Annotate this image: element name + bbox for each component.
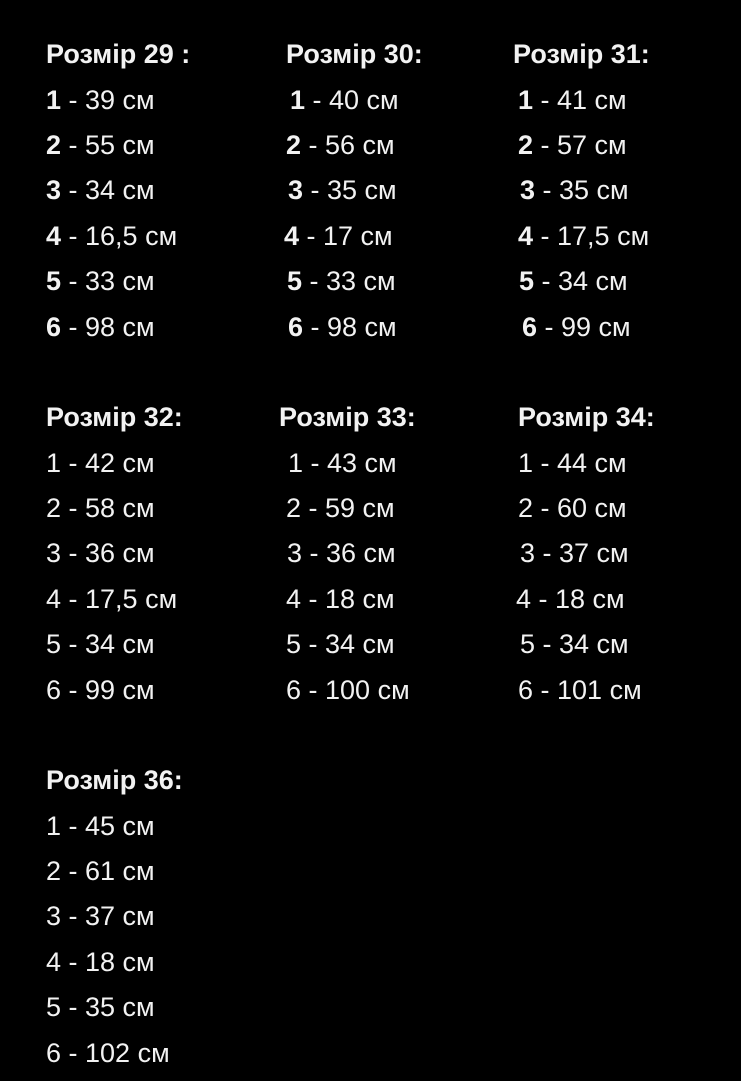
measure-row-4 (46, 949, 155, 976)
measure-value: - 100 см (301, 675, 410, 705)
measure-value: - 55 см (61, 130, 155, 160)
measure-number: 3 (520, 538, 536, 568)
measure-number: 3 (520, 175, 536, 205)
measure-value: - 41 см (533, 85, 627, 115)
measure-row-3 (287, 540, 396, 567)
measure-value: - 36 см (302, 538, 396, 568)
measure-value: - 45 см (61, 811, 155, 841)
measure-value: - 17 см (299, 221, 393, 251)
measure-number: 2 (46, 493, 62, 523)
measure-value: - 59 см (301, 493, 395, 523)
measure-row-3 (46, 540, 155, 567)
size-title: Розмір 34: (518, 402, 655, 432)
measure-number: 6 (286, 675, 302, 705)
measure-row-6 (518, 677, 642, 704)
measure-row-6 (46, 314, 155, 341)
measure-row-1 (288, 450, 397, 477)
measure-row-6 (522, 314, 631, 341)
measure-row-6 (46, 677, 155, 704)
measure-number: 6 (46, 1038, 62, 1068)
measure-number: 4 (46, 584, 62, 614)
measure-number: 3 (287, 538, 303, 568)
measure-value: - 17,5 см (61, 584, 178, 614)
measure-number: 3 (288, 175, 304, 205)
measure-number: 1 (46, 448, 62, 478)
measure-row-3 (46, 177, 155, 204)
measure-row-4 (46, 586, 177, 613)
measure-row-2 (46, 132, 155, 159)
size-title: Розмір 32: (46, 402, 183, 432)
measure-value: - 17,5 см (533, 221, 650, 251)
measure-value: - 16,5 см (61, 221, 178, 251)
measure-value: - 34 см (61, 175, 155, 205)
measure-value: - 18 см (61, 947, 155, 977)
size-title: Розмір 33: (279, 402, 416, 432)
measure-row-1 (46, 87, 155, 114)
measure-value: - 56 см (301, 130, 395, 160)
measure-value: - 61 см (61, 856, 155, 886)
size-title: Розмір 30: (286, 39, 423, 69)
measure-row-4 (46, 223, 177, 250)
measure-number: 4 (284, 221, 300, 251)
measure-number: 6 (46, 312, 62, 342)
measure-value: - 98 см (303, 312, 397, 342)
measure-row-2 (286, 132, 395, 159)
measure-row-4 (516, 586, 625, 613)
measure-row-4 (284, 223, 393, 250)
measure-row-1 (518, 87, 627, 114)
measure-row-1 (518, 450, 627, 477)
measure-number: 6 (522, 312, 538, 342)
measure-row-5 (46, 631, 155, 658)
measure-value: - 35 см (303, 175, 397, 205)
measure-number: 5 (519, 266, 535, 296)
measure-row-2 (518, 132, 627, 159)
measure-number: 5 (46, 629, 62, 659)
measure-row-1 (46, 450, 155, 477)
measure-value: - 18 см (301, 584, 395, 614)
measure-number: 6 (518, 675, 534, 705)
measure-number: 1 (518, 448, 534, 478)
measure-number: 4 (286, 584, 302, 614)
measure-value: - 34 см (301, 629, 395, 659)
measure-value: - 33 см (302, 266, 396, 296)
measure-number: 2 (46, 130, 62, 160)
measure-number: 4 (46, 221, 62, 251)
measure-row-5 (46, 268, 155, 295)
measure-row-3 (288, 177, 397, 204)
measure-value: - 99 см (61, 675, 155, 705)
measure-number: 2 (46, 856, 62, 886)
measure-number: 5 (520, 629, 536, 659)
measure-value: - 57 см (533, 130, 627, 160)
measure-row-5 (46, 994, 155, 1021)
measure-number: 5 (286, 629, 302, 659)
measure-value: - 102 см (61, 1038, 170, 1068)
measure-number: 1 (46, 811, 62, 841)
measure-row-2 (46, 858, 155, 885)
measure-number: 4 (518, 221, 534, 251)
measure-row-2 (46, 495, 155, 522)
measure-number: 5 (287, 266, 303, 296)
measure-value: - 99 см (537, 312, 631, 342)
measure-row-1 (290, 87, 399, 114)
measure-value: - 34 см (61, 629, 155, 659)
measure-number: 5 (46, 992, 62, 1022)
measure-row-4 (286, 586, 395, 613)
measure-number: 5 (46, 266, 62, 296)
measure-number: 3 (46, 901, 62, 931)
measure-value: - 40 см (305, 85, 399, 115)
measure-value: - 101 см (533, 675, 642, 705)
size-title: Розмір 36: (46, 765, 183, 795)
measure-value: - 36 см (61, 538, 155, 568)
measure-row-1 (46, 813, 155, 840)
measure-value: - 44 см (533, 448, 627, 478)
measure-row-5 (286, 631, 395, 658)
measure-value: - 43 см (303, 448, 397, 478)
measure-row-4 (518, 223, 649, 250)
measure-value: - 34 см (534, 266, 628, 296)
measure-number: 4 (46, 947, 62, 977)
size-title: Розмір 29 : (46, 39, 191, 69)
measure-value: - 18 см (531, 584, 625, 614)
measure-number: 4 (516, 584, 532, 614)
measure-number: 6 (288, 312, 304, 342)
measure-number: 1 (288, 448, 304, 478)
measure-number: 1 (290, 85, 306, 115)
measure-number: 1 (518, 85, 534, 115)
measure-number: 3 (46, 538, 62, 568)
measure-row-5 (287, 268, 396, 295)
measure-row-3 (520, 540, 629, 567)
measure-value: - 35 см (61, 992, 155, 1022)
measure-row-6 (46, 1040, 170, 1067)
size-title: Розмір 31: (513, 39, 650, 69)
measure-row-5 (519, 268, 628, 295)
measure-row-5 (520, 631, 629, 658)
measure-row-6 (286, 677, 410, 704)
measure-number: 6 (46, 675, 62, 705)
measure-value: - 37 см (61, 901, 155, 931)
measure-number: 3 (46, 175, 62, 205)
measure-value: - 33 см (61, 266, 155, 296)
measure-value: - 98 см (61, 312, 155, 342)
measure-number: 2 (518, 130, 534, 160)
measure-number: 1 (46, 85, 62, 115)
measure-value: - 42 см (61, 448, 155, 478)
measure-value: - 58 см (61, 493, 155, 523)
measure-row-3 (46, 903, 155, 930)
measure-number: 2 (286, 493, 302, 523)
measure-value: - 35 см (535, 175, 629, 205)
measure-row-6 (288, 314, 397, 341)
measure-number: 2 (518, 493, 534, 523)
measure-number: 2 (286, 130, 302, 160)
measure-value: - 37 см (535, 538, 629, 568)
measure-value: - 39 см (61, 85, 155, 115)
measure-row-2 (286, 495, 395, 522)
measure-row-3 (520, 177, 629, 204)
measure-value: - 34 см (535, 629, 629, 659)
measure-value: - 60 см (533, 493, 627, 523)
measure-row-2 (518, 495, 627, 522)
